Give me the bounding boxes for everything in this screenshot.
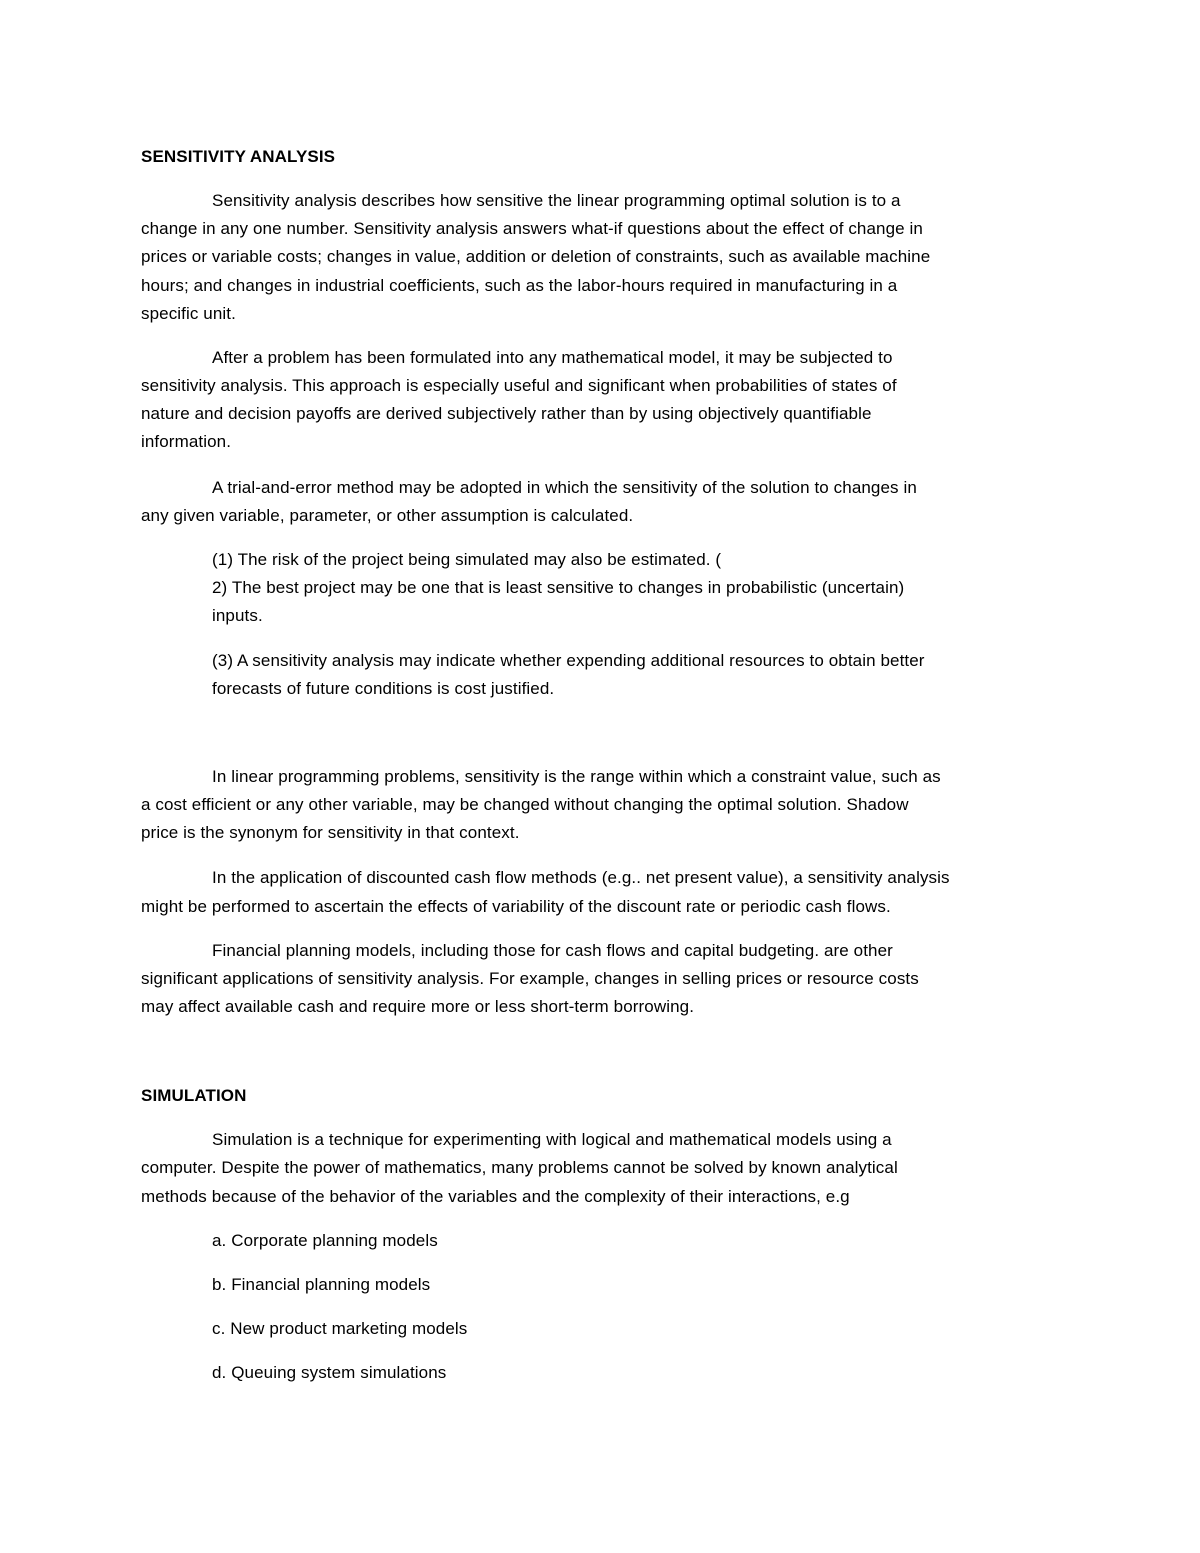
paragraph-line: Sensitivity analysis describes how sensitive the linear programming optimal solution is to a — [212, 191, 901, 210]
paragraph-line: A trial-and-error method may be adopted in which the sensitivity of the solution to changes in — [212, 478, 917, 497]
section-heading-sensitivity-analysis: SENSITIVITY ANALYSIS — [141, 147, 336, 166]
paragraph-line: significant applications of sensitivity analysis. For example, changes in selling prices or resource costs — [141, 969, 919, 988]
paragraph-line: price is the synonym for sensitivity in that context. — [141, 823, 520, 842]
paragraph-line: may affect available cash and require more or less short-term borrowing. — [141, 997, 695, 1016]
paragraph-line: specific unit. — [141, 304, 236, 323]
paragraph-line: computer. Despite the power of mathematics, many problems cannot be solved by known analytical — [141, 1158, 898, 1177]
numbered-item-line: 2) The best project may be one that is least sensitive to changes in probabilistic (uncertain) — [212, 578, 905, 597]
paragraph-line: sensitivity analysis. This approach is especially useful and significant when probabilities of states of — [141, 376, 897, 395]
paragraph-line: In the application of discounted cash flow methods (e.g.. net present value), a sensitivity analysis — [212, 868, 950, 887]
section-heading-simulation: SIMULATION — [141, 1086, 247, 1105]
numbered-item-line: (3) A sensitivity analysis may indicate whether expending additional resources to obtain better — [212, 651, 925, 670]
paragraph-line: After a problem has been formulated into any mathematical model, it may be subjected to — [212, 348, 893, 367]
paragraph-line: nature and decision payoffs are derived subjectively rather than by using objectively quantifiable — [141, 404, 872, 423]
list-item: d. Queuing system simulations — [212, 1363, 447, 1382]
list-item: a. Corporate planning models — [212, 1231, 438, 1250]
paragraph-line: prices or variable costs; changes in value, addition or deletion of constraints, such as available machine — [141, 247, 931, 266]
paragraph-line: any given variable, parameter, or other assumption is calculated. — [141, 506, 634, 525]
paragraph-line: change in any one number. Sensitivity analysis answers what-if questions about the effect of change in — [141, 219, 923, 238]
list-item: b. Financial planning models — [212, 1275, 431, 1294]
paragraph-line: might be performed to ascertain the effects of variability of the discount rate or periodic cash flows. — [141, 897, 891, 916]
numbered-item-line: (1) The risk of the project being simulated may also be estimated. ( — [212, 550, 722, 569]
numbered-item-line: forecasts of future conditions is cost justified. — [212, 679, 555, 698]
list-item: c. New product marketing models — [212, 1319, 468, 1338]
paragraph-line: hours; and changes in industrial coefficients, such as the labor-hours required in manufacturing in a — [141, 276, 898, 295]
numbered-item-line: inputs. — [212, 606, 263, 625]
paragraph-line: Financial planning models, including those for cash flows and capital budgeting. are other — [212, 941, 893, 960]
paragraph-line: information. — [141, 432, 232, 451]
paragraph-line: Simulation is a technique for experimenting with logical and mathematical models using a — [212, 1130, 892, 1149]
paragraph-line: In linear programming problems, sensitivity is the range within which a constraint value, such as — [212, 767, 941, 786]
paragraph-line: methods because of the behavior of the variables and the complexity of their interactions, e.g — [141, 1187, 850, 1206]
paragraph-line: a cost efficient or any other variable, may be changed without changing the optimal solution. Shadow — [141, 795, 909, 814]
